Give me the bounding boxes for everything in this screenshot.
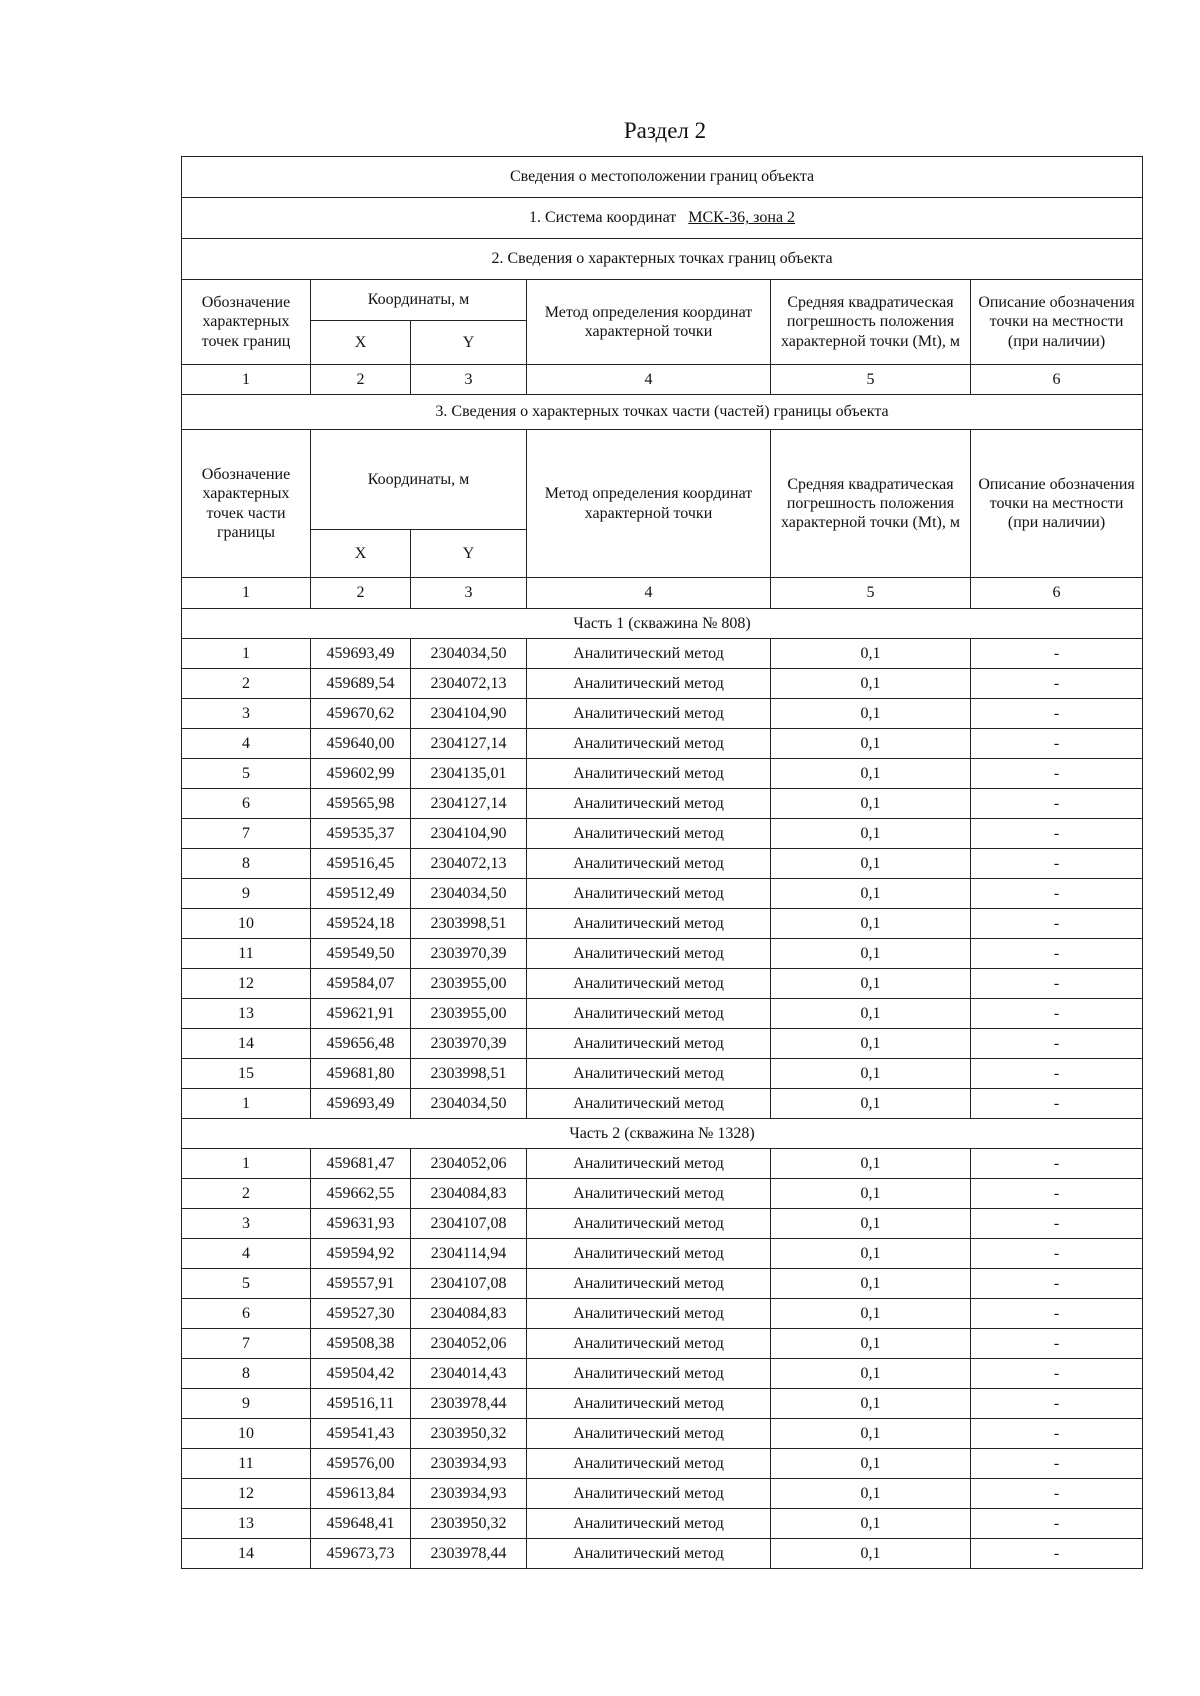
point-number-cell: 2 — [182, 1179, 311, 1209]
table-row — [182, 1209, 1143, 1239]
coord-y-cell: 2304114,94 — [411, 1239, 527, 1269]
t1-header-accuracy: Средняя квадратическая погрешность положения характерной точки (Mt), м — [771, 280, 971, 365]
point-number-cell: 12 — [182, 969, 311, 999]
point-number-cell: 9 — [182, 1389, 311, 1419]
t1-header-x: X — [311, 321, 411, 365]
accuracy-cell: 0,1 — [771, 849, 971, 879]
description-cell: - — [971, 1449, 1143, 1479]
coord-x-cell: 459602,99 — [311, 759, 411, 789]
method-cell: Аналитический метод — [527, 1029, 771, 1059]
coord-y-cell: 2304034,50 — [411, 1089, 527, 1119]
accuracy-cell: 0,1 — [771, 1539, 971, 1569]
coord-x-cell: 459576,00 — [311, 1449, 411, 1479]
coord-system-value: МСК-36, зона 2 — [688, 209, 796, 227]
description-cell: - — [971, 849, 1143, 879]
accuracy-cell: 0,1 — [771, 669, 971, 699]
accuracy-cell: 0,1 — [771, 1149, 971, 1179]
table-row — [182, 909, 1143, 939]
accuracy-cell: 0,1 — [771, 909, 971, 939]
accuracy-cell: 0,1 — [771, 1449, 971, 1479]
table-row — [182, 1509, 1143, 1539]
coord-x-cell: 459648,41 — [311, 1509, 411, 1539]
description-cell: - — [971, 819, 1143, 849]
description-cell: - — [971, 969, 1143, 999]
table-row — [182, 1149, 1143, 1179]
accuracy-cell: 0,1 — [771, 1239, 971, 1269]
part-title: Часть 2 (скважина № 1328) — [182, 1119, 1143, 1149]
t1-header-coords: Координаты, м — [311, 280, 527, 321]
coord-x-cell: 459549,50 — [311, 939, 411, 969]
t1-colnum-4: 4 — [527, 365, 771, 395]
accuracy-cell: 0,1 — [771, 1179, 971, 1209]
t1-colnum-2: 2 — [311, 365, 411, 395]
coord-x-cell: 459689,54 — [311, 669, 411, 699]
coord-y-cell: 2304104,90 — [411, 699, 527, 729]
table-row — [182, 849, 1143, 879]
method-cell: Аналитический метод — [527, 879, 771, 909]
table-row — [182, 1089, 1143, 1119]
point-number-cell: 11 — [182, 939, 311, 969]
table-row — [182, 1179, 1143, 1209]
point-number-cell: 8 — [182, 1359, 311, 1389]
point-number-cell: 10 — [182, 1419, 311, 1449]
coord-x-cell: 459656,48 — [311, 1029, 411, 1059]
coord-y-cell: 2304072,13 — [411, 849, 527, 879]
coord-x-cell: 459584,07 — [311, 969, 411, 999]
table-row — [182, 699, 1143, 729]
accuracy-cell: 0,1 — [771, 969, 971, 999]
method-cell: Аналитический метод — [527, 1509, 771, 1539]
description-cell: - — [971, 1029, 1143, 1059]
description-cell: - — [971, 1419, 1143, 1449]
table-row — [182, 1029, 1143, 1059]
point-number-cell: 1 — [182, 1089, 311, 1119]
coord-x-cell: 459504,42 — [311, 1359, 411, 1389]
t2-header-y: Y — [411, 530, 527, 578]
method-cell: Аналитический метод — [527, 1059, 771, 1089]
t1-colnum-6: 6 — [971, 365, 1143, 395]
accuracy-cell: 0,1 — [771, 939, 971, 969]
coord-y-cell: 2304127,14 — [411, 729, 527, 759]
point-number-cell: 6 — [182, 789, 311, 819]
description-cell: - — [971, 1329, 1143, 1359]
description-cell: - — [971, 1179, 1143, 1209]
description-cell: - — [971, 1479, 1143, 1509]
table-row — [182, 669, 1143, 699]
point-number-cell: 3 — [182, 699, 311, 729]
accuracy-cell: 0,1 — [771, 1299, 971, 1329]
point-number-cell: 4 — [182, 729, 311, 759]
description-cell: - — [971, 669, 1143, 699]
coord-x-cell: 459541,43 — [311, 1419, 411, 1449]
method-cell: Аналитический метод — [527, 909, 771, 939]
coord-y-cell: 2303950,32 — [411, 1509, 527, 1539]
point-number-cell: 7 — [182, 819, 311, 849]
coord-y-cell: 2304084,83 — [411, 1299, 527, 1329]
coord-x-cell: 459508,38 — [311, 1329, 411, 1359]
accuracy-cell: 0,1 — [771, 1089, 971, 1119]
coord-x-cell: 459613,84 — [311, 1479, 411, 1509]
method-cell: Аналитический метод — [527, 1419, 771, 1449]
coord-y-cell: 2303970,39 — [411, 939, 527, 969]
point-number-cell: 13 — [182, 1509, 311, 1539]
coord-y-cell: 2303970,39 — [411, 1029, 527, 1059]
table-row — [182, 789, 1143, 819]
table-row — [182, 639, 1143, 669]
coord-x-cell: 459640,00 — [311, 729, 411, 759]
accuracy-cell: 0,1 — [771, 1509, 971, 1539]
coord-x-cell: 459565,98 — [311, 789, 411, 819]
section-header: Сведения о местоположении границ объекта — [182, 157, 1143, 198]
point-number-cell: 5 — [182, 759, 311, 789]
point-number-cell: 12 — [182, 1479, 311, 1509]
method-cell: Аналитический метод — [527, 789, 771, 819]
accuracy-cell: 0,1 — [771, 1359, 971, 1389]
t2-colnum-2: 2 — [311, 578, 411, 609]
coord-y-cell: 2304104,90 — [411, 819, 527, 849]
coord-x-cell: 459693,49 — [311, 1089, 411, 1119]
coord-y-cell: 2303998,51 — [411, 1059, 527, 1089]
description-cell: - — [971, 1269, 1143, 1299]
coord-y-cell: 2303955,00 — [411, 969, 527, 999]
coord-y-cell: 2304052,06 — [411, 1149, 527, 1179]
table-row — [182, 1269, 1143, 1299]
description-cell: - — [971, 1059, 1143, 1089]
method-cell: Аналитический метод — [527, 1149, 771, 1179]
boundary-table-body — [182, 157, 1143, 1569]
coord-y-cell: 2303934,93 — [411, 1479, 527, 1509]
table-row — [182, 1389, 1143, 1419]
table-row — [182, 939, 1143, 969]
point-number-cell: 1 — [182, 1149, 311, 1179]
description-cell: - — [971, 1149, 1143, 1179]
t1-header-point: Обозначение характерных точек границ — [182, 280, 311, 365]
t2-header-x: X — [311, 530, 411, 578]
table-row — [182, 1359, 1143, 1389]
table-row — [182, 759, 1143, 789]
t1-header-method: Метод определения координат характерной точки — [527, 280, 771, 365]
point-number-cell: 4 — [182, 1239, 311, 1269]
coord-y-cell: 2304072,13 — [411, 669, 527, 699]
point-number-cell: 2 — [182, 669, 311, 699]
accuracy-cell: 0,1 — [771, 1389, 971, 1419]
accuracy-cell: 0,1 — [771, 639, 971, 669]
coord-y-cell: 2303978,44 — [411, 1389, 527, 1419]
accuracy-cell: 0,1 — [771, 729, 971, 759]
description-cell: - — [971, 879, 1143, 909]
t2-colnum-3: 3 — [411, 578, 527, 609]
method-cell: Аналитический метод — [527, 1389, 771, 1419]
method-cell: Аналитический метод — [527, 1209, 771, 1239]
description-cell: - — [971, 909, 1143, 939]
section3-title: 3. Сведения о характерных точках части (частей) границы объекта — [182, 395, 1143, 430]
method-cell: Аналитический метод — [527, 1449, 771, 1479]
coord-y-cell: 2303934,93 — [411, 1449, 527, 1479]
table-row — [182, 879, 1143, 909]
coord-y-cell: 2304052,06 — [411, 1329, 527, 1359]
page-title: Раздел 2 — [623, 118, 707, 143]
coord-y-cell: 2304084,83 — [411, 1179, 527, 1209]
t2-colnum-6: 6 — [971, 578, 1143, 609]
description-cell: - — [971, 759, 1143, 789]
t2-header-accuracy: Средняя квадратическая погрешность положения характерной точки (Mt), м — [771, 430, 971, 578]
description-cell: - — [971, 789, 1143, 819]
t1-colnum-5: 5 — [771, 365, 971, 395]
accuracy-cell: 0,1 — [771, 1329, 971, 1359]
method-cell: Аналитический метод — [527, 1299, 771, 1329]
coord-y-cell: 2303998,51 — [411, 909, 527, 939]
description-cell: - — [971, 1209, 1143, 1239]
t2-header-method: Метод определения координат характерной точки — [527, 430, 771, 578]
accuracy-cell: 0,1 — [771, 759, 971, 789]
coord-system-label: 1. Система координат — [529, 209, 677, 227]
method-cell: Аналитический метод — [527, 1239, 771, 1269]
t1-header-description: Описание обозначения точки на местности (при наличии) — [971, 280, 1143, 365]
accuracy-cell: 0,1 — [771, 789, 971, 819]
coord-x-cell: 459693,49 — [311, 639, 411, 669]
coord-y-cell: 2303978,44 — [411, 1539, 527, 1569]
table-row — [182, 1479, 1143, 1509]
method-cell: Аналитический метод — [527, 1179, 771, 1209]
coord-system-row — [182, 198, 1143, 239]
coord-x-cell: 459516,45 — [311, 849, 411, 879]
table-row — [182, 819, 1143, 849]
description-cell: - — [971, 1509, 1143, 1539]
point-number-cell: 10 — [182, 909, 311, 939]
coord-x-cell: 459524,18 — [311, 909, 411, 939]
description-cell: - — [971, 1359, 1143, 1389]
description-cell: - — [971, 1299, 1143, 1329]
method-cell: Аналитический метод — [527, 669, 771, 699]
coord-y-cell: 2304135,01 — [411, 759, 527, 789]
table-row — [182, 729, 1143, 759]
coord-y-cell: 2304127,14 — [411, 789, 527, 819]
accuracy-cell: 0,1 — [771, 1269, 971, 1299]
method-cell: Аналитический метод — [527, 939, 771, 969]
table-row — [182, 1539, 1143, 1569]
t2-header-coords: Координаты, м — [311, 430, 527, 530]
description-cell: - — [971, 639, 1143, 669]
method-cell: Аналитический метод — [527, 1479, 771, 1509]
t2-colnum-1: 1 — [182, 578, 311, 609]
description-cell: - — [971, 729, 1143, 759]
t2-header-point: Обозначение характерных точек части границы — [182, 430, 311, 578]
table-row — [182, 1419, 1143, 1449]
method-cell: Аналитический метод — [527, 1359, 771, 1389]
table-row — [182, 1239, 1143, 1269]
coord-x-cell: 459673,73 — [311, 1539, 411, 1569]
description-cell: - — [971, 1539, 1143, 1569]
point-number-cell: 14 — [182, 1539, 311, 1569]
accuracy-cell: 0,1 — [771, 1419, 971, 1449]
method-cell: Аналитический метод — [527, 1269, 771, 1299]
accuracy-cell: 0,1 — [771, 1059, 971, 1089]
accuracy-cell: 0,1 — [771, 819, 971, 849]
coord-y-cell: 2303950,32 — [411, 1419, 527, 1449]
point-number-cell: 6 — [182, 1299, 311, 1329]
table-row — [182, 969, 1143, 999]
coord-y-cell: 2304034,50 — [411, 879, 527, 909]
coord-x-cell: 459594,92 — [311, 1239, 411, 1269]
method-cell: Аналитический метод — [527, 759, 771, 789]
description-cell: - — [971, 939, 1143, 969]
accuracy-cell: 0,1 — [771, 699, 971, 729]
boundary-table — [181, 156, 1143, 1569]
method-cell: Аналитический метод — [527, 1089, 771, 1119]
accuracy-cell: 0,1 — [771, 879, 971, 909]
coord-y-cell: 2304107,08 — [411, 1209, 527, 1239]
table-row — [182, 1299, 1143, 1329]
description-cell: - — [971, 1389, 1143, 1419]
table-row — [182, 1329, 1143, 1359]
table-row — [182, 999, 1143, 1029]
coord-y-cell: 2304014,43 — [411, 1359, 527, 1389]
point-number-cell: 5 — [182, 1269, 311, 1299]
coord-x-cell: 459681,47 — [311, 1149, 411, 1179]
point-number-cell: 8 — [182, 849, 311, 879]
point-number-cell: 7 — [182, 1329, 311, 1359]
section2-title: 2. Сведения о характерных точках границ объекта — [182, 239, 1143, 280]
point-number-cell: 9 — [182, 879, 311, 909]
method-cell: Аналитический метод — [527, 699, 771, 729]
method-cell: Аналитический метод — [527, 849, 771, 879]
coord-x-cell: 459512,49 — [311, 879, 411, 909]
method-cell: Аналитический метод — [527, 729, 771, 759]
coord-x-cell: 459535,37 — [311, 819, 411, 849]
coord-y-cell: 2303955,00 — [411, 999, 527, 1029]
coord-x-cell: 459516,11 — [311, 1389, 411, 1419]
coord-x-cell: 459631,93 — [311, 1209, 411, 1239]
t1-header-y: Y — [411, 321, 527, 365]
point-number-cell: 1 — [182, 639, 311, 669]
accuracy-cell: 0,1 — [771, 999, 971, 1029]
point-number-cell: 13 — [182, 999, 311, 1029]
accuracy-cell: 0,1 — [771, 1209, 971, 1239]
t1-colnum-3: 3 — [411, 365, 527, 395]
coord-x-cell: 459681,80 — [311, 1059, 411, 1089]
method-cell: Аналитический метод — [527, 999, 771, 1029]
accuracy-cell: 0,1 — [771, 1029, 971, 1059]
point-number-cell: 14 — [182, 1029, 311, 1059]
method-cell: Аналитический метод — [527, 1329, 771, 1359]
coord-x-cell: 459621,91 — [311, 999, 411, 1029]
coord-x-cell: 459527,30 — [311, 1299, 411, 1329]
t2-colnum-4: 4 — [527, 578, 771, 609]
t2-header-description: Описание обозначения точки на местности (при наличии) — [971, 430, 1143, 578]
coord-y-cell: 2304034,50 — [411, 639, 527, 669]
method-cell: Аналитический метод — [527, 639, 771, 669]
coord-x-cell: 459670,62 — [311, 699, 411, 729]
method-cell: Аналитический метод — [527, 1539, 771, 1569]
table-row — [182, 1449, 1143, 1479]
method-cell: Аналитический метод — [527, 819, 771, 849]
coord-y-cell: 2304107,08 — [411, 1269, 527, 1299]
method-cell: Аналитический метод — [527, 969, 771, 999]
accuracy-cell: 0,1 — [771, 1479, 971, 1509]
point-number-cell: 15 — [182, 1059, 311, 1089]
description-cell: - — [971, 1239, 1143, 1269]
coord-x-cell: 459557,91 — [311, 1269, 411, 1299]
description-cell: - — [971, 999, 1143, 1029]
description-cell: - — [971, 1089, 1143, 1119]
t1-colnum-1: 1 — [182, 365, 311, 395]
point-number-cell: 3 — [182, 1209, 311, 1239]
table-row — [182, 1059, 1143, 1089]
t2-colnum-5: 5 — [771, 578, 971, 609]
part-title: Часть 1 (скважина № 808) — [182, 609, 1143, 639]
description-cell: - — [971, 699, 1143, 729]
coord-x-cell: 459662,55 — [311, 1179, 411, 1209]
point-number-cell: 11 — [182, 1449, 311, 1479]
